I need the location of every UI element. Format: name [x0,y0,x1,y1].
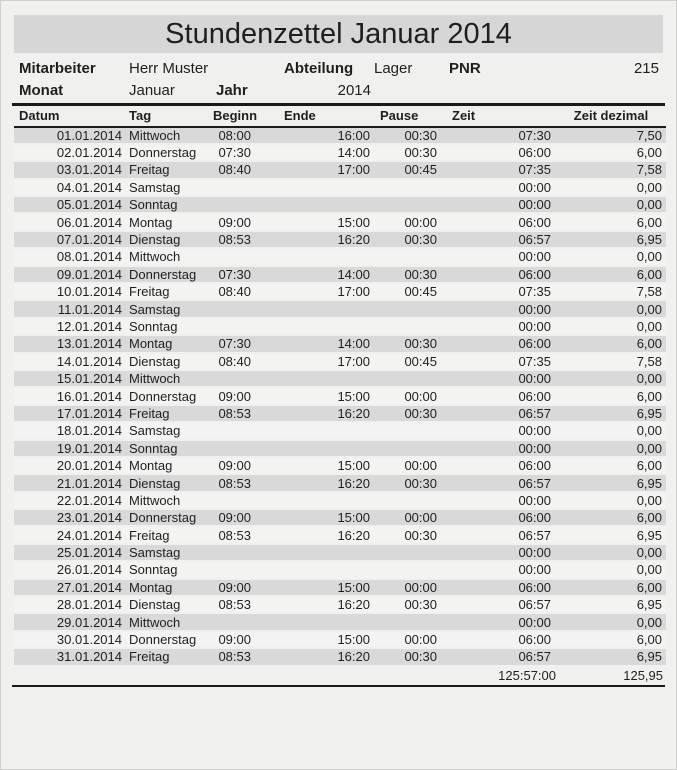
cell-tag: Sonntag [126,196,213,213]
mitarbeiter-label: Mitarbeiter [19,60,96,77]
cell-datum: 23.01.2014 [14,509,126,526]
table-row [14,127,666,144]
cell-zeit: 00:00 [440,370,556,387]
cell-ende [254,179,373,196]
cell-zeit: 00:00 [440,179,556,196]
cell-datum: 16.01.2014 [14,387,126,404]
table-row [14,161,666,178]
cell-zeit: 06:00 [440,631,556,648]
cell-tag: Freitag [126,526,213,543]
cell-ende: 16:20 [254,596,373,613]
cell-pause: 00:30 [373,405,440,422]
cell-beginn: 07:30 [213,144,254,161]
cell-beginn [213,440,254,457]
cell-datum: 11.01.2014 [14,300,126,317]
cell-ende: 14:00 [254,335,373,352]
cell-beginn: 08:00 [213,127,254,144]
table-row [14,440,666,457]
cell-datum: 08.01.2014 [14,248,126,265]
cell-tag: Montag [126,457,213,474]
cell-beginn: 08:53 [213,648,254,665]
table-row [14,248,666,265]
cell-zeit: 06:00 [440,144,556,161]
cell-datum: 29.01.2014 [14,613,126,630]
cell-pause [373,561,440,578]
column-header-tag: Tag [126,106,213,127]
cell-zeit-dezimal: 0,00 [556,300,666,317]
page-title: Stundenzettel Januar 2014 [14,15,663,53]
column-header-beginn: Beginn [213,106,254,127]
cell-tag: Mittwoch [126,248,213,265]
mitarbeiter-value: Herr Muster [129,60,209,77]
cell-datum: 28.01.2014 [14,596,126,613]
cell-zeit-dezimal: 6,00 [556,213,666,230]
cell-zeit: 06:57 [440,231,556,248]
cell-ende [254,492,373,509]
table-row [14,353,666,370]
cell-tag: Samstag [126,300,213,317]
cell-tag: Samstag [126,544,213,561]
cell-datum: 13.01.2014 [14,335,126,352]
cell-tag: Dienstag [126,474,213,491]
cell-zeit-dezimal: 6,00 [556,144,666,161]
cell-pause [373,196,440,213]
cell-pause: 00:00 [373,457,440,474]
table-row [14,544,666,561]
cell-tag: Donnerstag [126,266,213,283]
cell-pause: 00:30 [373,144,440,161]
cell-zeit-dezimal: 0,00 [556,544,666,561]
monat-label: Monat [19,82,64,99]
table-row [14,648,666,665]
cell-beginn [213,300,254,317]
cell-zeit: 06:57 [440,526,556,543]
cell-beginn: 09:00 [213,387,254,404]
cell-zeit-dezimal: 0,00 [556,561,666,578]
cell-zeit-dezimal: 6,00 [556,509,666,526]
cell-zeit-dezimal: 0,00 [556,613,666,630]
cell-tag: Dienstag [126,353,213,370]
cell-zeit-dezimal: 6,00 [556,387,666,404]
cell-tag: Donnerstag [126,144,213,161]
info-row-2 [14,80,663,102]
table-row [14,422,666,439]
cell-beginn [213,248,254,265]
cell-zeit: 06:57 [440,405,556,422]
cell-ende: 15:00 [254,387,373,404]
cell-zeit-dezimal: 6,95 [556,526,666,543]
cell-datum: 09.01.2014 [14,266,126,283]
table-row [14,144,666,161]
table-row [14,370,666,387]
cell-ende: 15:00 [254,213,373,230]
cell-zeit: 07:30 [440,127,556,144]
cell-zeit: 06:00 [440,457,556,474]
cell-datum: 25.01.2014 [14,544,126,561]
cell-beginn [213,370,254,387]
monat-value: Januar [129,82,175,99]
cell-beginn: 07:30 [213,335,254,352]
cell-tag: Mittwoch [126,613,213,630]
cell-zeit-dezimal: 0,00 [556,248,666,265]
cell-zeit: 00:00 [440,422,556,439]
timesheet-rows [14,127,666,666]
cell-zeit: 00:00 [440,492,556,509]
cell-zeit-dezimal: 0,00 [556,196,666,213]
cell-datum: 07.01.2014 [14,231,126,248]
table-row [14,405,666,422]
cell-pause: 00:30 [373,526,440,543]
table-row [14,492,666,509]
cell-beginn: 09:00 [213,579,254,596]
cell-pause: 00:30 [373,335,440,352]
cell-zeit: 00:00 [440,196,556,213]
cell-datum: 01.01.2014 [14,127,126,144]
cell-tag: Sonntag [126,440,213,457]
cell-zeit: 06:00 [440,579,556,596]
cell-beginn: 08:53 [213,231,254,248]
total-zeit-dezimal: 125,95 [623,668,663,684]
cell-zeit: 06:57 [440,648,556,665]
table-row [14,631,666,648]
cell-zeit-dezimal: 7,58 [556,161,666,178]
table-row [14,213,666,230]
bottom-divider [12,685,665,688]
cell-zeit-dezimal: 6,00 [556,631,666,648]
cell-zeit-dezimal: 0,00 [556,492,666,509]
cell-datum: 15.01.2014 [14,370,126,387]
cell-tag: Mittwoch [126,492,213,509]
column-header-zeit: Zeit [440,106,556,127]
cell-beginn: 08:53 [213,526,254,543]
cell-pause [373,544,440,561]
cell-zeit-dezimal: 6,95 [556,596,666,613]
cell-datum: 04.01.2014 [14,179,126,196]
cell-ende: 14:00 [254,266,373,283]
cell-tag: Donnerstag [126,509,213,526]
jahr-label: Jahr [216,82,248,99]
cell-pause: 00:45 [373,283,440,300]
cell-datum: 10.01.2014 [14,283,126,300]
cell-ende: 16:20 [254,474,373,491]
column-header-pause: Pause [373,106,440,127]
cell-zeit-dezimal: 0,00 [556,440,666,457]
cell-beginn: 09:00 [213,631,254,648]
cell-beginn [213,613,254,630]
cell-ende [254,440,373,457]
cell-beginn: 08:53 [213,474,254,491]
cell-zeit-dezimal: 6,95 [556,231,666,248]
cell-beginn: 08:53 [213,596,254,613]
table-row [14,335,666,352]
cell-tag: Montag [126,335,213,352]
cell-datum: 17.01.2014 [14,405,126,422]
cell-pause [373,492,440,509]
cell-zeit: 00:00 [440,300,556,317]
cell-ende: 15:00 [254,457,373,474]
cell-pause: 00:00 [373,631,440,648]
cell-tag: Samstag [126,422,213,439]
cell-pause: 00:30 [373,596,440,613]
cell-zeit-dezimal: 6,00 [556,266,666,283]
cell-tag: Dienstag [126,231,213,248]
table-row [14,561,666,578]
cell-ende: 17:00 [254,353,373,370]
cell-pause [373,300,440,317]
cell-ende: 17:00 [254,161,373,178]
cell-zeit: 00:00 [440,613,556,630]
cell-beginn: 08:40 [213,161,254,178]
cell-ende: 16:20 [254,526,373,543]
cell-tag: Mittwoch [126,127,213,144]
cell-tag: Dienstag [126,596,213,613]
column-header-ende: Ende [254,106,373,127]
cell-datum: 24.01.2014 [14,526,126,543]
cell-zeit-dezimal: 6,00 [556,335,666,352]
cell-beginn: 09:00 [213,457,254,474]
table-row [14,509,666,526]
cell-pause: 00:45 [373,161,440,178]
table-row [14,283,666,300]
table-row [14,596,666,613]
totals-row [14,666,666,685]
cell-ende: 16:00 [254,127,373,144]
cell-zeit: 00:00 [440,318,556,335]
cell-zeit: 06:57 [440,596,556,613]
cell-datum: 20.01.2014 [14,457,126,474]
cell-datum: 14.01.2014 [14,353,126,370]
cell-pause: 00:30 [373,127,440,144]
cell-datum: 19.01.2014 [14,440,126,457]
table-row [14,300,666,317]
cell-zeit: 07:35 [440,161,556,178]
cell-tag: Sonntag [126,318,213,335]
cell-pause: 00:00 [373,509,440,526]
cell-ende: 16:20 [254,648,373,665]
cell-zeit-dezimal: 7,58 [556,283,666,300]
cell-zeit-dezimal: 6,95 [556,474,666,491]
cell-tag: Montag [126,213,213,230]
cell-ende: 16:20 [254,231,373,248]
cell-pause: 00:30 [373,266,440,283]
cell-pause: 00:00 [373,213,440,230]
cell-beginn [213,196,254,213]
cell-zeit: 07:35 [440,283,556,300]
cell-ende [254,196,373,213]
cell-zeit-dezimal: 0,00 [556,422,666,439]
abteilung-value: Lager [374,60,413,77]
cell-datum: 05.01.2014 [14,196,126,213]
cell-pause [373,179,440,196]
cell-ende: 16:20 [254,405,373,422]
cell-zeit: 06:00 [440,387,556,404]
cell-zeit-dezimal: 6,95 [556,648,666,665]
cell-pause: 00:00 [373,579,440,596]
cell-pause [373,440,440,457]
total-zeit: 125:57:00 [498,668,556,684]
cell-tag: Sonntag [126,561,213,578]
pnr-value: 215 [633,60,659,77]
table-row [14,526,666,543]
cell-ende: 15:00 [254,631,373,648]
column-header-zeit-dezimal: Zeit dezimal [556,106,666,127]
pnr-label: PNR [449,60,481,77]
cell-beginn [213,179,254,196]
cell-beginn: 07:30 [213,266,254,283]
cell-zeit: 00:00 [440,561,556,578]
cell-beginn: 09:00 [213,213,254,230]
cell-beginn: 09:00 [213,509,254,526]
cell-ende [254,300,373,317]
cell-pause [373,422,440,439]
cell-zeit: 00:00 [440,440,556,457]
cell-zeit: 06:57 [440,474,556,491]
cell-ende [254,544,373,561]
cell-zeit: 06:00 [440,509,556,526]
cell-zeit-dezimal: 6,95 [556,405,666,422]
cell-datum: 27.01.2014 [14,579,126,596]
cell-zeit: 07:35 [440,353,556,370]
cell-beginn: 08:53 [213,405,254,422]
cell-ende: 15:00 [254,579,373,596]
cell-beginn [213,492,254,509]
cell-ende: 14:00 [254,144,373,161]
cell-tag: Mittwoch [126,370,213,387]
cell-pause [373,370,440,387]
cell-datum: 31.01.2014 [14,648,126,665]
cell-tag: Samstag [126,179,213,196]
table-row [14,387,666,404]
cell-zeit: 00:00 [440,248,556,265]
cell-tag: Donnerstag [126,387,213,404]
cell-pause: 00:45 [373,353,440,370]
cell-zeit-dezimal: 7,58 [556,353,666,370]
cell-ende [254,613,373,630]
cell-pause [373,613,440,630]
table-row [14,318,666,335]
cell-datum: 02.01.2014 [14,144,126,161]
cell-datum: 06.01.2014 [14,213,126,230]
cell-tag: Montag [126,579,213,596]
cell-pause [373,248,440,265]
timesheet-table [14,106,666,685]
cell-tag: Freitag [126,405,213,422]
table-row [14,196,666,213]
cell-tag: Freitag [126,648,213,665]
cell-zeit-dezimal: 0,00 [556,318,666,335]
cell-beginn: 08:40 [213,353,254,370]
abteilung-label: Abteilung [284,60,354,77]
cell-beginn: 08:40 [213,283,254,300]
cell-pause: 00:30 [373,231,440,248]
cell-tag: Donnerstag [126,631,213,648]
cell-ende [254,422,373,439]
cell-beginn [213,544,254,561]
cell-pause: 00:30 [373,474,440,491]
info-row-1 [14,58,663,80]
cell-zeit: 06:00 [440,266,556,283]
cell-ende [254,561,373,578]
table-row [14,231,666,248]
cell-pause: 00:00 [373,387,440,404]
cell-zeit: 06:00 [440,335,556,352]
cell-ende: 15:00 [254,509,373,526]
cell-datum: 21.01.2014 [14,474,126,491]
table-footer [14,666,666,685]
cell-zeit: 00:00 [440,544,556,561]
table-row [14,474,666,491]
cell-beginn [213,561,254,578]
cell-zeit-dezimal: 6,00 [556,579,666,596]
table-row [14,179,666,196]
cell-pause [373,318,440,335]
cell-datum: 22.01.2014 [14,492,126,509]
cell-zeit-dezimal: 0,00 [556,370,666,387]
cell-zeit-dezimal: 6,00 [556,457,666,474]
cell-ende: 17:00 [254,283,373,300]
timesheet-page [1,1,676,687]
table-row [14,613,666,630]
cell-beginn [213,422,254,439]
cell-zeit-dezimal: 7,50 [556,127,666,144]
cell-ende [254,370,373,387]
cell-datum: 30.01.2014 [14,631,126,648]
cell-ende [254,248,373,265]
cell-tag: Freitag [126,161,213,178]
cell-datum: 03.01.2014 [14,161,126,178]
table-row [14,266,666,283]
cell-pause: 00:30 [373,648,440,665]
cell-zeit: 06:00 [440,213,556,230]
table-row [14,457,666,474]
cell-beginn [213,318,254,335]
table-header [14,106,666,127]
column-header-datum: Datum [14,106,126,127]
cell-datum: 18.01.2014 [14,422,126,439]
cell-tag: Freitag [126,283,213,300]
table-row [14,579,666,596]
cell-datum: 26.01.2014 [14,561,126,578]
cell-ende [254,318,373,335]
cell-datum: 12.01.2014 [14,318,126,335]
jahr-value: 2014 [337,82,371,99]
cell-zeit-dezimal: 0,00 [556,179,666,196]
employee-info [1,58,676,102]
